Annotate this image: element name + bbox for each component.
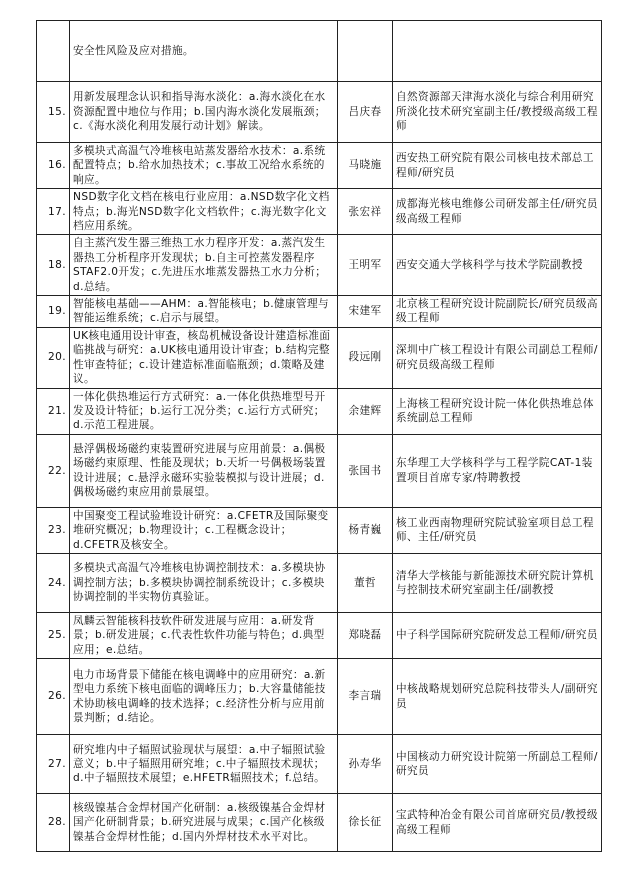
speaker-name: 郑晓磊 xyxy=(338,612,393,658)
session-number: 23. xyxy=(37,507,70,553)
table-row xyxy=(37,143,602,189)
session-topic: 悬浮偶极场磁约束装置研究进展与应用前景：a.偶极场磁约束原理、性能及现状；b.天圻一号偶极场装置设计进展；c.悬浮永磁环实验装模拟与设计进展；d.偶极场磁约束应用前景展望。 xyxy=(70,434,338,507)
speaker-affiliation: 宝武特种冶金有限公司首席研究员/教授级高级工程师 xyxy=(393,794,602,852)
continuation-speaker-cell xyxy=(338,21,393,82)
speaker-name: 吕庆春 xyxy=(338,82,393,143)
session-topic: 研究堆内中子辐照试验现状与展望：a.中子辐照试验意义；b.中子辐照用研究堆；c.中子辐照技术现状；d.中子辐照技术展望；e.HFETR辐照技术；f.总结。 xyxy=(70,735,338,794)
session-number: 16. xyxy=(37,143,70,189)
table-row xyxy=(37,388,602,434)
speaker-affiliation: 自然资源部天津海水淡化与综合利用研究所淡化技术研究室副主任/教授级高级工程师 xyxy=(393,82,602,143)
speaker-name: 徐长征 xyxy=(338,794,393,852)
speaker-name: 张国书 xyxy=(338,434,393,507)
table-row xyxy=(37,82,602,143)
session-number: 25. xyxy=(37,612,70,658)
session-number: 26. xyxy=(37,659,70,735)
continuation-org-cell xyxy=(393,21,602,82)
schedule-table xyxy=(36,20,602,852)
table-row xyxy=(37,235,602,296)
continuation-num-cell xyxy=(37,21,70,82)
table-row xyxy=(37,189,602,235)
session-number: 17. xyxy=(37,189,70,235)
speaker-affiliation: 核工业西南物理研究院试验室项目总工程师、主任/研究员 xyxy=(393,507,602,553)
session-number: 15. xyxy=(37,82,70,143)
session-number: 18. xyxy=(37,235,70,296)
session-topic: 中国聚变工程试验堆设计研究：a.CFETR及国际聚变堆研究概况；b.物理设计；c.工程概念设计；d.CFETR及核安全。 xyxy=(70,507,338,553)
speaker-affiliation: 中子科学国际研究院研发总工程师/研究员 xyxy=(393,612,602,658)
table-row xyxy=(37,327,602,388)
table-row xyxy=(37,296,602,328)
speaker-name: 董哲 xyxy=(338,553,393,612)
table-row xyxy=(37,659,602,735)
table-row xyxy=(37,507,602,553)
speaker-affiliation: 清华大学核能与新能源技术研究院计算机与控制技术研究室副主任/副教授 xyxy=(393,553,602,612)
speaker-name: 马晓施 xyxy=(338,143,393,189)
continuation-row xyxy=(37,21,602,82)
speaker-name: 余建辉 xyxy=(338,388,393,434)
schedule-body xyxy=(37,21,602,852)
session-topic: 凤麟云智能核科技软件研发进展与应用：a.研发背景；b.研发进展；c.代表性软件功能与特色；d.典型应用；e.总结。 xyxy=(70,612,338,658)
table-row xyxy=(37,553,602,612)
table-row xyxy=(37,735,602,794)
speaker-name: 张宏祥 xyxy=(338,189,393,235)
session-topic: 电力市场背景下储能在核电调峰中的应用研究：a.新型电力系统下核电面临的调峰压力；b.大容量储能技术协助核电调峰的技术选择；c.经济性分析与应用前景判断；d.结论。 xyxy=(70,659,338,735)
speaker-affiliation: 西安交通大学核科学与技术学院副教授 xyxy=(393,235,602,296)
continuation-topic: 安全性风险及应对措施。 xyxy=(70,21,338,82)
session-number: 20. xyxy=(37,327,70,388)
table-row xyxy=(37,434,602,507)
session-topic: UK核电通用设计审查，核岛机械设备设计建造标准面临挑战与研究：a.UK核电通用设计审查；b.结构完整性审查特征；c.设计建造标准面临瓶颈；d.策略及建议。 xyxy=(70,327,338,388)
speaker-name: 孙寿华 xyxy=(338,735,393,794)
session-number: 28. xyxy=(37,794,70,852)
session-topic: 智能核电基础——AHM：a.智能核电；b.健康管理与智能运维系统；c.启示与展望。 xyxy=(70,296,338,328)
speaker-affiliation: 中核战略规划研究总院科技带头人/副研究员 xyxy=(393,659,602,735)
speaker-affiliation: 成都海光核电维修公司研发部主任/研究员级高级工程师 xyxy=(393,189,602,235)
speaker-affiliation: 深圳中广核工程设计有限公司副总工程师/研究员级高级工程师 xyxy=(393,327,602,388)
session-topic: NSD数字化文档在核电行业应用：a.NSD数字化文档特点；b.海光NSD数字化文档软件；c.海光数字化文档应用系统。 xyxy=(70,189,338,235)
session-topic: 多模块式高温气冷堆核电协调控制技术：a.多模块协调控制方法；b.多模块协调控制系统设计；c.多模块协调控制的半实物仿真验证。 xyxy=(70,553,338,612)
session-number: 19. xyxy=(37,296,70,328)
speaker-name: 杨青巍 xyxy=(338,507,393,553)
speaker-name: 段远刚 xyxy=(338,327,393,388)
speaker-affiliation: 上海核工程研究设计院一体化供热堆总体系统副总工程师 xyxy=(393,388,602,434)
speaker-affiliation: 中国核动力研究设计院第一所副总工程师/研究员 xyxy=(393,735,602,794)
speaker-name: 王明军 xyxy=(338,235,393,296)
session-topic: 用新发展理念认识和指导海水淡化：a.海水淡化在水资源配置中地位与作用；b.国内海水淡化发展瓶颈；c.《海水淡化利用发展行动计划》解读。 xyxy=(70,82,338,143)
session-topic: 一体化供热堆运行方式研究：a.一体化供热堆型号开发及设计特征；b.运行工况分类；c.运行方式研究；d.示范工程进展。 xyxy=(70,388,338,434)
speaker-affiliation: 西安热工研究院有限公司核电技术部总工程师/研究员 xyxy=(393,143,602,189)
session-number: 27. xyxy=(37,735,70,794)
speaker-name: 宋建军 xyxy=(338,296,393,328)
session-topic: 多模块式高温气冷堆核电站蒸发器给水技术：a.系统配置特点；b.给水加热技术；c.事故工况给水系统的响应。 xyxy=(70,143,338,189)
session-number: 24. xyxy=(37,553,70,612)
session-number: 22. xyxy=(37,434,70,507)
table-row xyxy=(37,612,602,658)
table-row xyxy=(37,794,602,852)
session-number: 21. xyxy=(37,388,70,434)
session-topic: 自主蒸汽发生器三维热工水力程序开发：a.蒸汽发生器热工分析程序开发现状；b.自主可控蒸发器程序STAF2.0开发；c.先进压水堆蒸发器热工水力分析；d.总结。 xyxy=(70,235,338,296)
session-topic: 核级镍基合金焊材国产化研制：a.核级镍基合金焊材国产化研制背景；b.研究进展与成果；c.国产化核级镍基合金焊材性能；d.国内外焊材技术水平对比。 xyxy=(70,794,338,852)
speaker-affiliation: 北京核工程研究设计院副院长/研究员级高级工程师 xyxy=(393,296,602,328)
speaker-affiliation: 东华理工大学核科学与工程学院CAT-1装置项目首席专家/特聘教授 xyxy=(393,434,602,507)
speaker-name: 李言瑞 xyxy=(338,659,393,735)
